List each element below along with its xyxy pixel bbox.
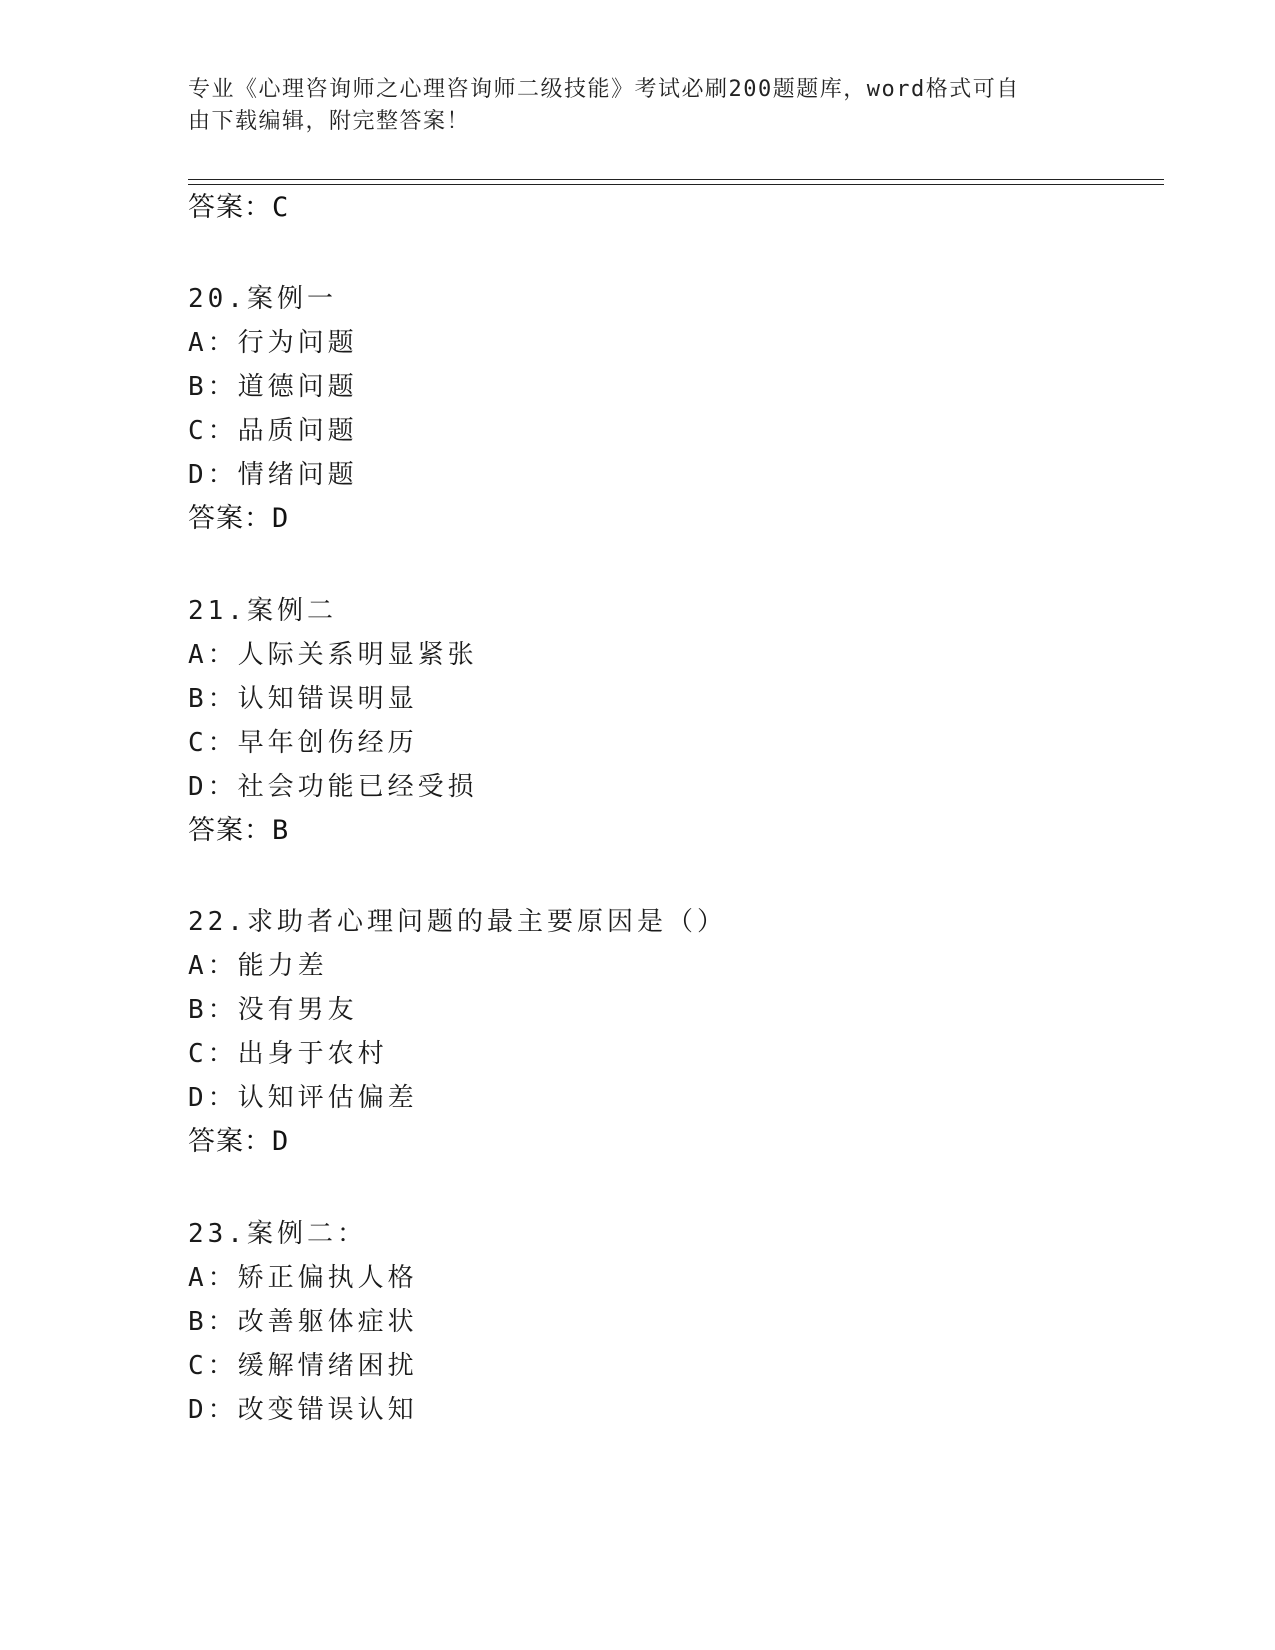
header-line-2: 由下载编辑，附完整答案！: [188, 109, 471, 134]
option-b: B：道德问题: [188, 372, 358, 402]
option-a: A：能力差: [188, 951, 328, 981]
option-c: C：品质问题: [188, 416, 358, 446]
question-stem: 22.求助者心理问题的最主要原因是（）: [188, 907, 727, 937]
answer-label: 答案：: [188, 192, 272, 223]
option-a: A：人际关系明显紧张: [188, 640, 478, 670]
option-a: A：行为问题: [188, 328, 358, 358]
option-d: D：改变错误认知: [188, 1395, 418, 1425]
answer-value: C: [272, 192, 290, 223]
option-a: A：矫正偏执人格: [188, 1263, 418, 1293]
answer-line: [188, 1126, 289, 1158]
option-b: B：没有男友: [188, 995, 358, 1025]
answer-value: B: [272, 815, 290, 846]
question-stem: 23.案例二：: [188, 1219, 367, 1249]
option-c: C：出身于农村: [188, 1039, 388, 1069]
document-header: [188, 74, 1088, 138]
option-b: B：改善躯体症状: [188, 1307, 418, 1337]
header-divider-bottom: [188, 184, 1164, 185]
option-c: C：早年创伤经历: [188, 728, 418, 758]
answer-label: 答案：: [188, 503, 272, 534]
question-stem: 20.案例一: [188, 284, 337, 314]
question-stem: 21.案例二: [188, 596, 337, 626]
answer-value: D: [272, 503, 290, 534]
option-c: C：缓解情绪困扰: [188, 1351, 418, 1381]
option-d: D：情绪问题: [188, 460, 358, 490]
answer-line: [188, 815, 289, 847]
header-line-1: 专业《心理咨询师之心理咨询师二级技能》考试必刷200题题库，word格式可自: [188, 77, 1020, 102]
header-divider-top: [188, 179, 1164, 180]
option-b: B：认知错误明显: [188, 684, 418, 714]
option-d: D：社会功能已经受损: [188, 772, 478, 802]
answer-label: 答案：: [188, 815, 272, 846]
answer-label: 答案：: [188, 1126, 272, 1157]
option-d: D：认知评估偏差: [188, 1083, 418, 1113]
answer-line: [188, 192, 289, 224]
answer-value: D: [272, 1126, 290, 1157]
answer-line: [188, 503, 289, 535]
